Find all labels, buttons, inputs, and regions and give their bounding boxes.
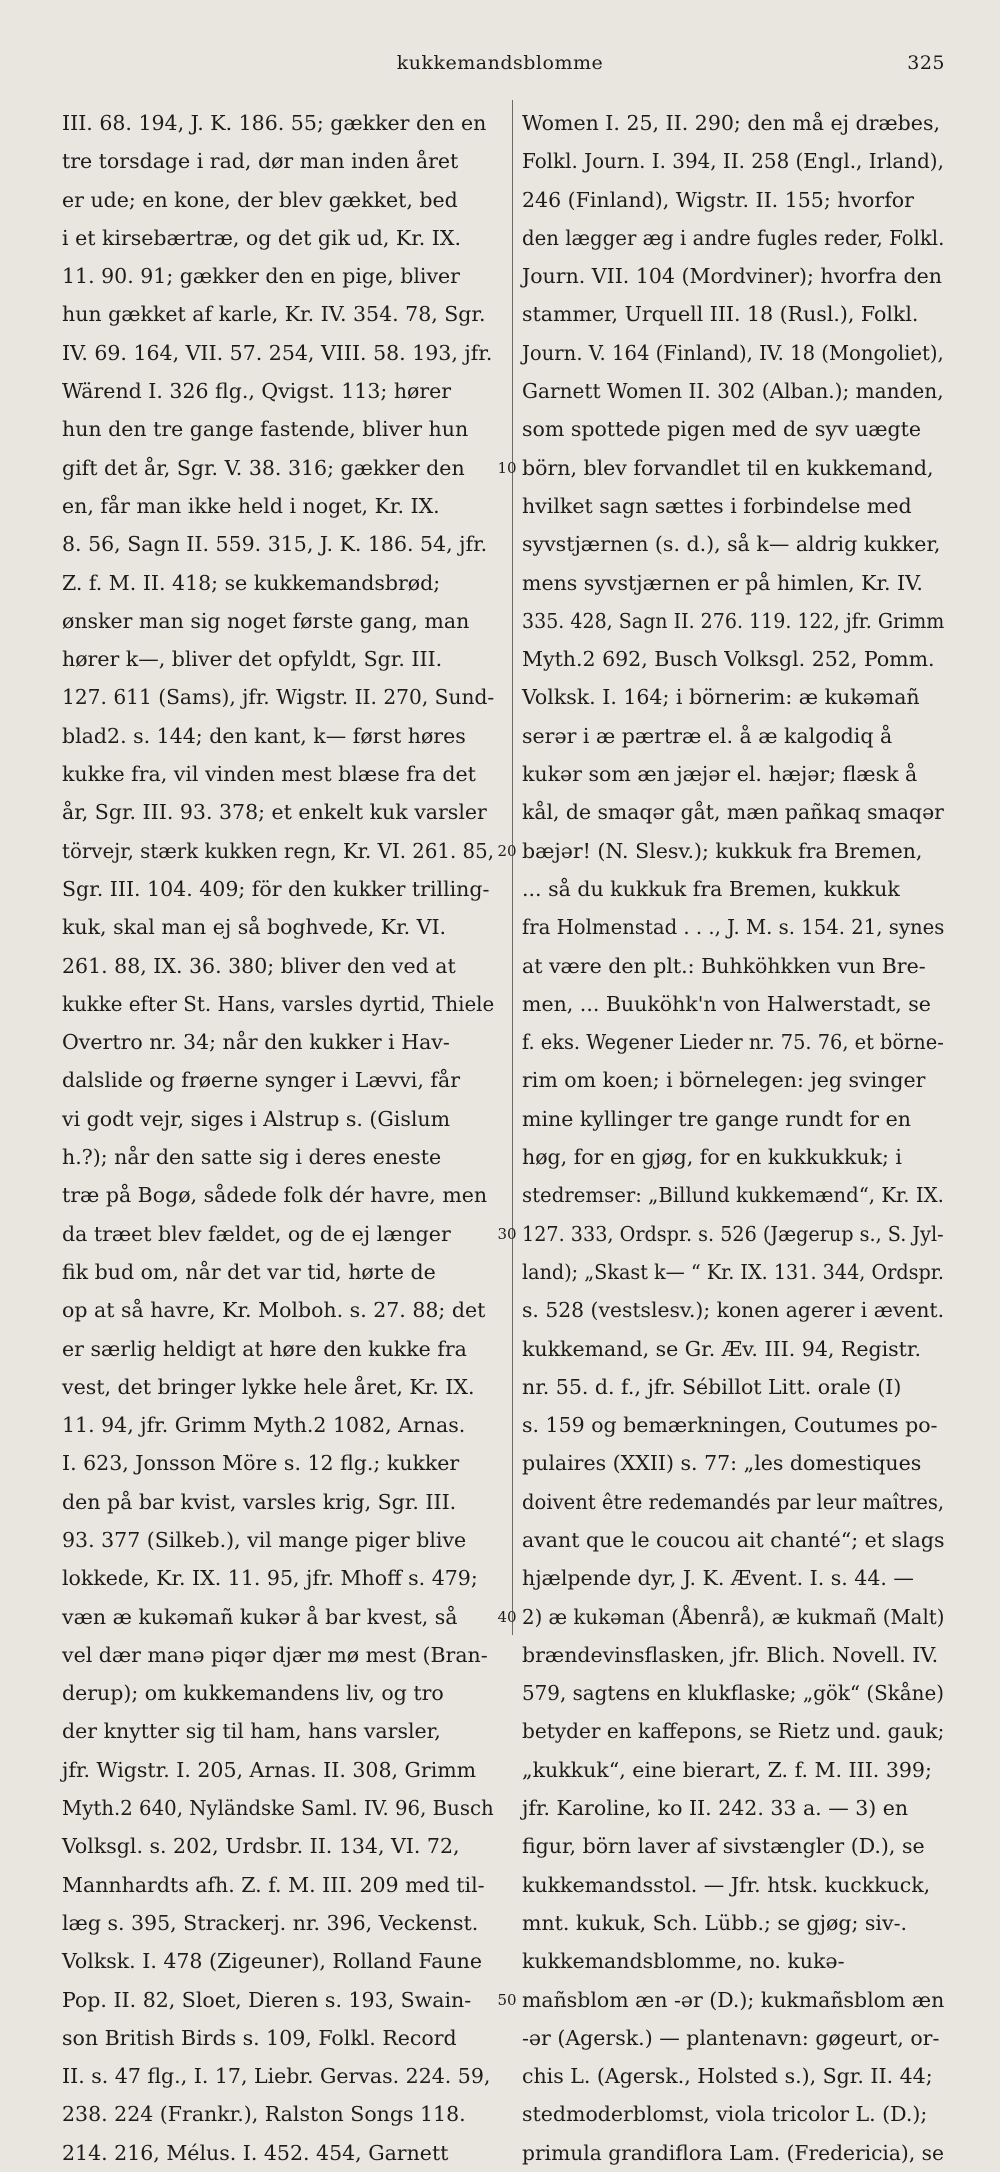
text-line: Folkl. Journ. I. 394, II. 258 (Engl., Irland), — [522, 149, 944, 174]
text-line: III. 68. 194, J. K. 186. 55; gækker den en — [62, 111, 487, 135]
text-line: mnt. kukuk, Sch. Lübb.; se gjøg; siv-. — [522, 1910, 908, 1935]
text-line: land); „Skast k— “ Kr. IX. 131. 344, Ordspr. — [522, 1259, 944, 1284]
text-line: som spottede pigen med de syv uægte — [522, 417, 921, 442]
text-line: betyder en kaffepons, se Rietz und. gauk; — [522, 1719, 945, 1744]
text-line: brændevinsflasken, jfr. Blich. Novell. IV. — [522, 1642, 939, 1667]
text-line: pulaires (XXII) s. 77: „les domestiques — [522, 1451, 922, 1476]
text-line: gift det år, Sgr. V. 38. 316; gækker den — [62, 455, 465, 480]
text-line: s. 159 og bemærkningen, Coutumes po- — [522, 1413, 938, 1438]
text-line: kukkemandsblomme, no. kukə- — [522, 1949, 845, 1974]
text-line: fra Holmenstad . . ., J. M. s. 154. 21, synes — [522, 915, 945, 940]
line-number-marker: 50 — [497, 1990, 517, 2009]
text-line: 8. 56, Sagn II. 559. 315, J. K. 186. 54, jfr. — [62, 532, 488, 557]
text-line: 11. 94, jfr. Grimm Myth.2 1082, Arnas. — [62, 1413, 466, 1438]
text-line: doivent être redemandés par leur maîtres, — [522, 1489, 945, 1514]
text-line: hvilket sagn sættes i forbindelse med — [522, 493, 912, 518]
text-line: syvstjærnen (s. d.), så k— aldrig kukker, — [522, 532, 941, 557]
text-line: Garnett Women II. 302 (Alban.); manden, — [522, 379, 944, 404]
line-number-marker: 30 — [497, 1224, 517, 1243]
text-line: er ude; en kone, der blev gækket, bed — [62, 187, 458, 212]
text-line: nr. 55. d. f., jfr. Sébillot Litt. orale (I) — [522, 1374, 902, 1399]
text-line: börn, blev forvandlet til en kukkemand, — [522, 455, 934, 480]
text-line: son British Birds s. 109, Folkl. Record — [62, 2025, 457, 2050]
text-line: dalslide og frøerne synger i Lævvi, får — [62, 1068, 460, 1093]
text-line: ... så du kukkuk fra Bremen, kukkuk — [522, 876, 900, 901]
text-line: Myth.2 640, Nyländske Saml. IV. 96, Busch — [62, 1796, 494, 1821]
text-line: Volksk. I. 478 (Zigeuner), Rolland Faune — [62, 1949, 482, 1974]
text-line: Wärend I. 326 flg., Qvigst. 113; hører — [62, 379, 452, 404]
text-line: blad2. s. 144; den kant, k— først høres — [62, 723, 466, 748]
text-line: i et kirsebærtræ, og det gik ud, Kr. IX. — [62, 225, 461, 250]
text-line: 246 (Finland), Wigstr. II. 155; hvorfor — [522, 187, 914, 212]
text-line: Pop. II. 82, Sloet, Dieren s. 193, Swain- — [62, 1987, 472, 2012]
text-line: høg, for en gjøg, for en kukkukkuk; i — [522, 1145, 902, 1170]
text-line: f. eks. Wegener Lieder nr. 75. 76, et börne- — [522, 1030, 944, 1055]
text-line: kål, de smaqər gåt, mæn pañkaq smaqər — [522, 800, 944, 825]
text-line: træ på Bogø, sådede folk dér havre, men — [62, 1183, 488, 1208]
line-number-marker: 10 — [497, 458, 517, 477]
text-line: primula grandiflora Lam. (Fredericia), se — [522, 2140, 945, 2165]
text-line: kukke efter St. Hans, varsles dyrtid, Thiele — [62, 991, 495, 1016]
text-line: serər i æ pærtræ el. å æ kalgodiq å — [522, 723, 893, 748]
text-line: lokkede, Kr. IX. 11. 95, jfr. Mhoff s. 479; — [62, 1566, 478, 1591]
text-line: men, ... Buuköhk'n von Halwerstadt, se — [522, 991, 931, 1016]
text-line: kukkemand, se Gr. Æv. III. 94, Registr. — [522, 1336, 921, 1361]
text-line: der knytter sig til ham, hans varsler, — [62, 1719, 441, 1744]
text-line: op at så havre, Kr. Molboh. s. 27. 88; det — [62, 1298, 486, 1323]
text-line: hun gækket af karle, Kr. IV. 354. 78, Sgr. — [62, 302, 486, 327]
text-line: törvejr, stærk kukken regn, Kr. VI. 261. 85, — [62, 838, 494, 863]
text-line: den på bar kvist, varsles krig, Sgr. III. — [62, 1489, 457, 1514]
text-line: vel dær manə piqər djær mø mest (Bran- — [62, 1642, 488, 1667]
text-line: kukkemandsstol. — Jfr. htsk. kuckkuck, — [522, 1872, 931, 1897]
text-line: avant que le coucou ait chanté“; et slags — [522, 1527, 945, 1552]
running-head — [0, 52, 1000, 82]
text-line: jfr. Karoline, ko II. 242. 33 a. — 3) en — [522, 1796, 909, 1821]
text-line: kuk, skal man ej så boghvede, Kr. VI. — [62, 915, 447, 940]
text-line: 2) æ kukəman (Åbenrå), æ kukmañ (Malt) — [522, 1604, 945, 1629]
text-line: bæjər! (N. Slesv.); kukkuk fra Bremen, — [522, 838, 923, 863]
text-line: væn æ kukəmañ kukər å bar kvest, så — [62, 1604, 458, 1629]
text-line: Overtro nr. 34; når den kukker i Hav- — [62, 1030, 450, 1055]
text-line: -ər (Agersk.) — plantenavn: gøgeurt, or- — [522, 2025, 940, 2050]
left-column — [62, 104, 494, 2172]
text-line: år, Sgr. III. 93. 378; et enkelt kuk varsler — [62, 800, 487, 825]
text-line: 238. 224 (Frankr.), Ralston Songs 118. — [62, 2102, 466, 2127]
text-line: ønsker man sig noget første gang, man — [62, 608, 470, 633]
text-line: stammer, Urquell III. 18 (Rusl.), Folkl. — [522, 302, 919, 327]
text-line: rim om koen; i börnelegen: jeg svinger — [522, 1068, 926, 1093]
text-line: chis L. (Agersk., Holsted s.), Sgr. II. 44; — [522, 2064, 933, 2089]
text-line: hører k—, bliver det opfyldt, Sgr. III. — [62, 647, 443, 672]
text-line: den lægger æg i andre fugles reder, Folkl. — [522, 225, 945, 250]
right-column — [522, 104, 944, 2172]
text-line: Journ. V. 164 (Finland), IV. 18 (Mongoliet), — [522, 340, 944, 365]
text-line: 11. 90. 91; gækker den en pige, bliver — [62, 264, 460, 289]
text-line: en, får man ikke held i noget, Kr. IX. — [62, 493, 440, 518]
text-line: Mannhardts afh. Z. f. M. III. 209 med til- — [62, 1872, 485, 1897]
page-number: 325 — [907, 52, 945, 74]
text-line: Myth.2 692, Busch Volksgl. 252, Pomm. — [522, 647, 935, 672]
text-line: 127. 333, Ordspr. s. 526 (Jægerup s., S. Jyl- — [522, 1221, 944, 1246]
text-line: at være den plt.: Buhköhkken vun Bre- — [522, 953, 926, 978]
text-line: vest, det bringer lykke hele året, Kr. IX. — [62, 1374, 475, 1399]
text-line: 127. 611 (Sams), jfr. Wigstr. II. 270, Sund- — [62, 685, 495, 710]
text-line: figur, börn laver af sivstængler (D.), se — [522, 1834, 925, 1859]
text-line: læg s. 395, Strackerj. nr. 396, Veckenst. — [62, 1910, 479, 1935]
text-line: 579, sagtens en klukflaske; „gök“ (Skåne) — [522, 1681, 945, 1706]
text-line: tre torsdage i rad, dør man inden året — [62, 149, 459, 174]
text-line: I. 623, Jonsson Möre s. 12 flg.; kukker — [62, 1451, 460, 1476]
text-line: 93. 377 (Silkeb.), vil mange piger blive — [62, 1527, 467, 1552]
text-line: mens syvstjærnen er på himlen, Kr. IV. — [522, 570, 923, 595]
text-line: Sgr. III. 104. 409; för den kukker trilling- — [62, 876, 490, 901]
running-title: kukkemandsblomme — [396, 52, 604, 74]
text-line: hun den tre gange fastende, bliver hun — [62, 417, 469, 442]
text-line: 214. 216, Mélus. I. 452. 454, Garnett — [62, 2140, 449, 2165]
text-line: mañsblom æn -ər (D.); kukmañsblom æn — [522, 1987, 945, 2012]
line-number-marker: 20 — [497, 841, 517, 860]
text-line: Journ. VII. 104 (Mordviner); hvorfra den — [522, 264, 942, 289]
text-line: vi godt vejr, siges i Alstrup s. (Gislum — [62, 1106, 451, 1131]
text-line: fik bud om, når det var tid, hørte de — [62, 1259, 436, 1284]
text-line: Volksk. I. 164; i börnerim: æ kukəmañ — [522, 685, 920, 710]
text-line: stedmoderblomst, viola tricolor L. (D.); — [522, 2102, 928, 2127]
text-line: da træet blev fældet, og de ej længer — [62, 1221, 451, 1246]
text-line: Volksgl. s. 202, Urdsbr. II. 134, VI. 72, — [62, 1834, 460, 1859]
text-line: hjælpende dyr, J. K. Ævent. I. s. 44. — — [522, 1566, 914, 1591]
text-line: Z. f. M. II. 418; se kukkemandsbrød; — [62, 570, 441, 595]
text-line: „kukkuk“, eine bierart, Z. f. M. III. 399; — [522, 1757, 932, 1782]
text-line: kukke fra, vil vinden mest blæse fra det — [62, 762, 476, 787]
text-line: kukər som æn jæjər el. hæjər; flæsk å — [522, 762, 918, 787]
text-line: stedremser: „Billund kukkemænd“, Kr. IX. — [522, 1183, 944, 1208]
text-line: 335. 428, Sagn II. 276. 119. 122, jfr. Grimm — [522, 608, 945, 633]
line-number-marker: 40 — [497, 1607, 517, 1626]
text-line: derup); om kukkemandens liv, og tro — [62, 1681, 444, 1706]
text-line: mine kyllinger tre gange rundt for en — [522, 1106, 911, 1131]
text-line: jfr. Wigstr. I. 205, Arnas. II. 308, Grimm — [62, 1757, 477, 1782]
text-line: II. s. 47 flg., I. 17, Liebr. Gervas. 224. 59, — [62, 2064, 491, 2089]
text-line: s. 528 (vestslesv.); konen agerer i ævent. — [522, 1298, 945, 1323]
text-line: IV. 69. 164, VII. 57. 254, VIII. 58. 193, jfr. — [62, 340, 493, 365]
text-line: er særlig heldigt at høre den kukke fra — [62, 1336, 467, 1361]
text-line: 261. 88, IX. 36. 380; bliver den ved at — [62, 953, 456, 978]
text-line: Women I. 25, II. 290; den må ej dræbes, — [522, 111, 940, 135]
text-line: h.?); når den satte sig i deres eneste — [62, 1145, 442, 1170]
